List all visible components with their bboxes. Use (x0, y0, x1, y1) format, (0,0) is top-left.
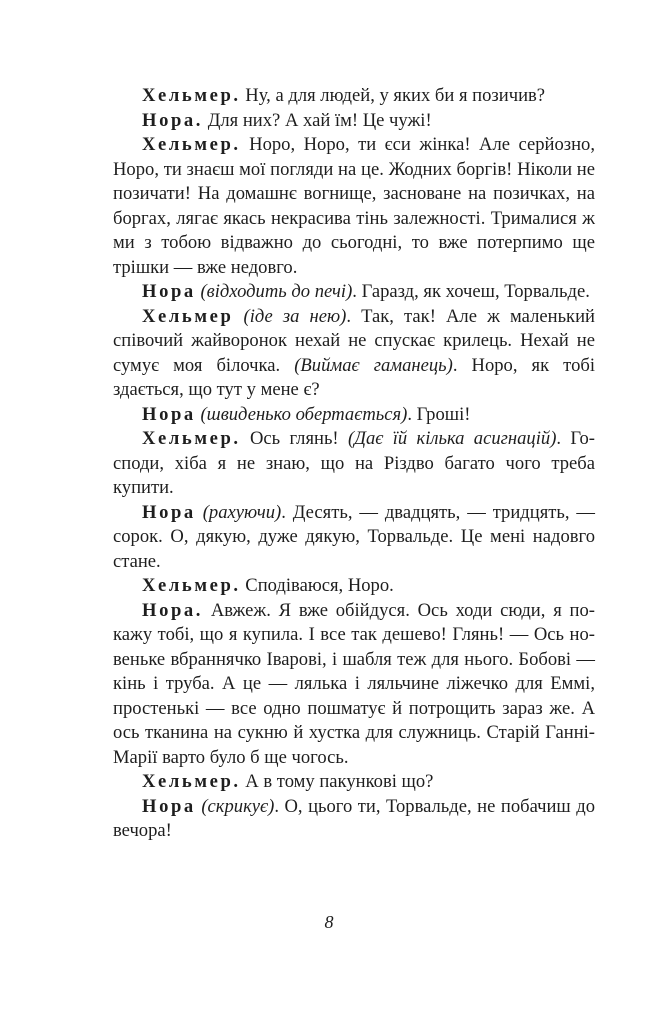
book-page-text (113, 84, 595, 844)
dialogue-line-nora-2 (113, 280, 595, 305)
speaker-name: Хельмер. (142, 428, 241, 449)
line-text: . О, цього ти, Торвальде, не побачиш до вечора! (113, 795, 595, 841)
speaker-name: Нора (142, 403, 196, 425)
dialogue-line-nora-1 (113, 109, 595, 134)
line-text: . Так, так! Але ж маленький співочий жайворонок нехай не спускає крилець. Нехай не сумує моя білочка. (113, 305, 595, 376)
stage-direction: (Дає їй кілька асигнацій) (347, 428, 557, 449)
line-text: Норо, Норо, ти єси жінка! Але серйозно, Норо, ти знаєш мої погляди на це. Жодних боргів! Ніколи не позичати! На домашнє вогнище, засноване на позичках, на боргах, лягає якась некрасива тінь залежності. Трималися ж ми з тобою відважно до сьогодні, то вже потерпимо ще трішки — вже недовго. (113, 134, 595, 278)
speaker-name: Нора (142, 795, 196, 817)
speaker-name: Хельмер. (142, 575, 241, 596)
line-text: . Десять, — двадцять, — тридцять, — сорок. О, дякую, дуже дякую, Торвальде. Це мені надовго стане. (113, 501, 595, 572)
stage-direction: (Виймає гаманець) (294, 354, 453, 376)
dialogue-line-helmer-3 (113, 305, 595, 403)
speaker-name: Хельмер. (142, 85, 241, 106)
dialogue-line-helmer-4 (113, 427, 595, 501)
speaker-name: Хельмер. (142, 771, 241, 792)
stage-direction: (швиденько обертається) (195, 403, 408, 425)
dialogue-line-helmer-2 (113, 133, 595, 280)
speaker-name: Хельмер (142, 305, 234, 327)
line-text: Сподіваюся, Норо. (240, 575, 394, 596)
dialogue-line-helmer-6 (113, 770, 595, 795)
dialogue-line-nora-3 (113, 403, 595, 428)
dialogue-line-nora-6 (113, 795, 595, 844)
dialogue-line-helmer-5 (113, 574, 595, 599)
speaker-name: Нора (142, 501, 196, 523)
dialogue-line-nora-5 (113, 599, 595, 771)
stage-direction: (відходить до печі) (195, 281, 353, 302)
line-text: Для них? А хай їм! Це чужі! (203, 109, 432, 131)
speaker-name: Нора. (142, 109, 204, 131)
speaker-name: Нора (142, 281, 196, 302)
stage-direction: (скрикує) (195, 795, 275, 817)
line-text: Авжеж. Я вже обійдуся. Ось ходи сюди, я покажу тобі, що я купила. І все так дешево! Глянь! — Ось новеньке вбраннячко Іварові, і шабля теж для нього. Бобові — кінь і труба. А це — лялька і ляльчине ліжечко для Еммі, простенькі — все одно пошматує й потрощить зараз же. А ось тканина на сукню й хустка для служниць. Старій Ганні-Марії варто було б ще чогось. (113, 599, 595, 768)
stage-direction: (іде за нею) (233, 305, 347, 327)
line-text: . Господи, хіба я не знаю, що на Різдво багато чого треба купити. (113, 428, 595, 498)
page-number: 8 (324, 912, 334, 932)
line-text: Ну, а для людей, у яких би я позичив? (240, 85, 546, 106)
line-text: . Гроші! (407, 403, 471, 425)
stage-direction: (рахуючи) (195, 501, 282, 523)
line-text: Ось глянь! (240, 428, 348, 449)
line-text: . Гаразд, як хочеш, Торвальде. (352, 281, 590, 302)
speaker-name: Нора. (142, 599, 204, 621)
line-text: . Норо, як тобі здається, що тут у мене є? (113, 354, 595, 400)
speaker-name: Хельмер. (142, 134, 241, 155)
line-text: А в тому пакункові що? (240, 771, 434, 792)
dialogue-line-helmer-1 (113, 84, 595, 109)
dialogue-line-nora-4 (113, 501, 595, 575)
